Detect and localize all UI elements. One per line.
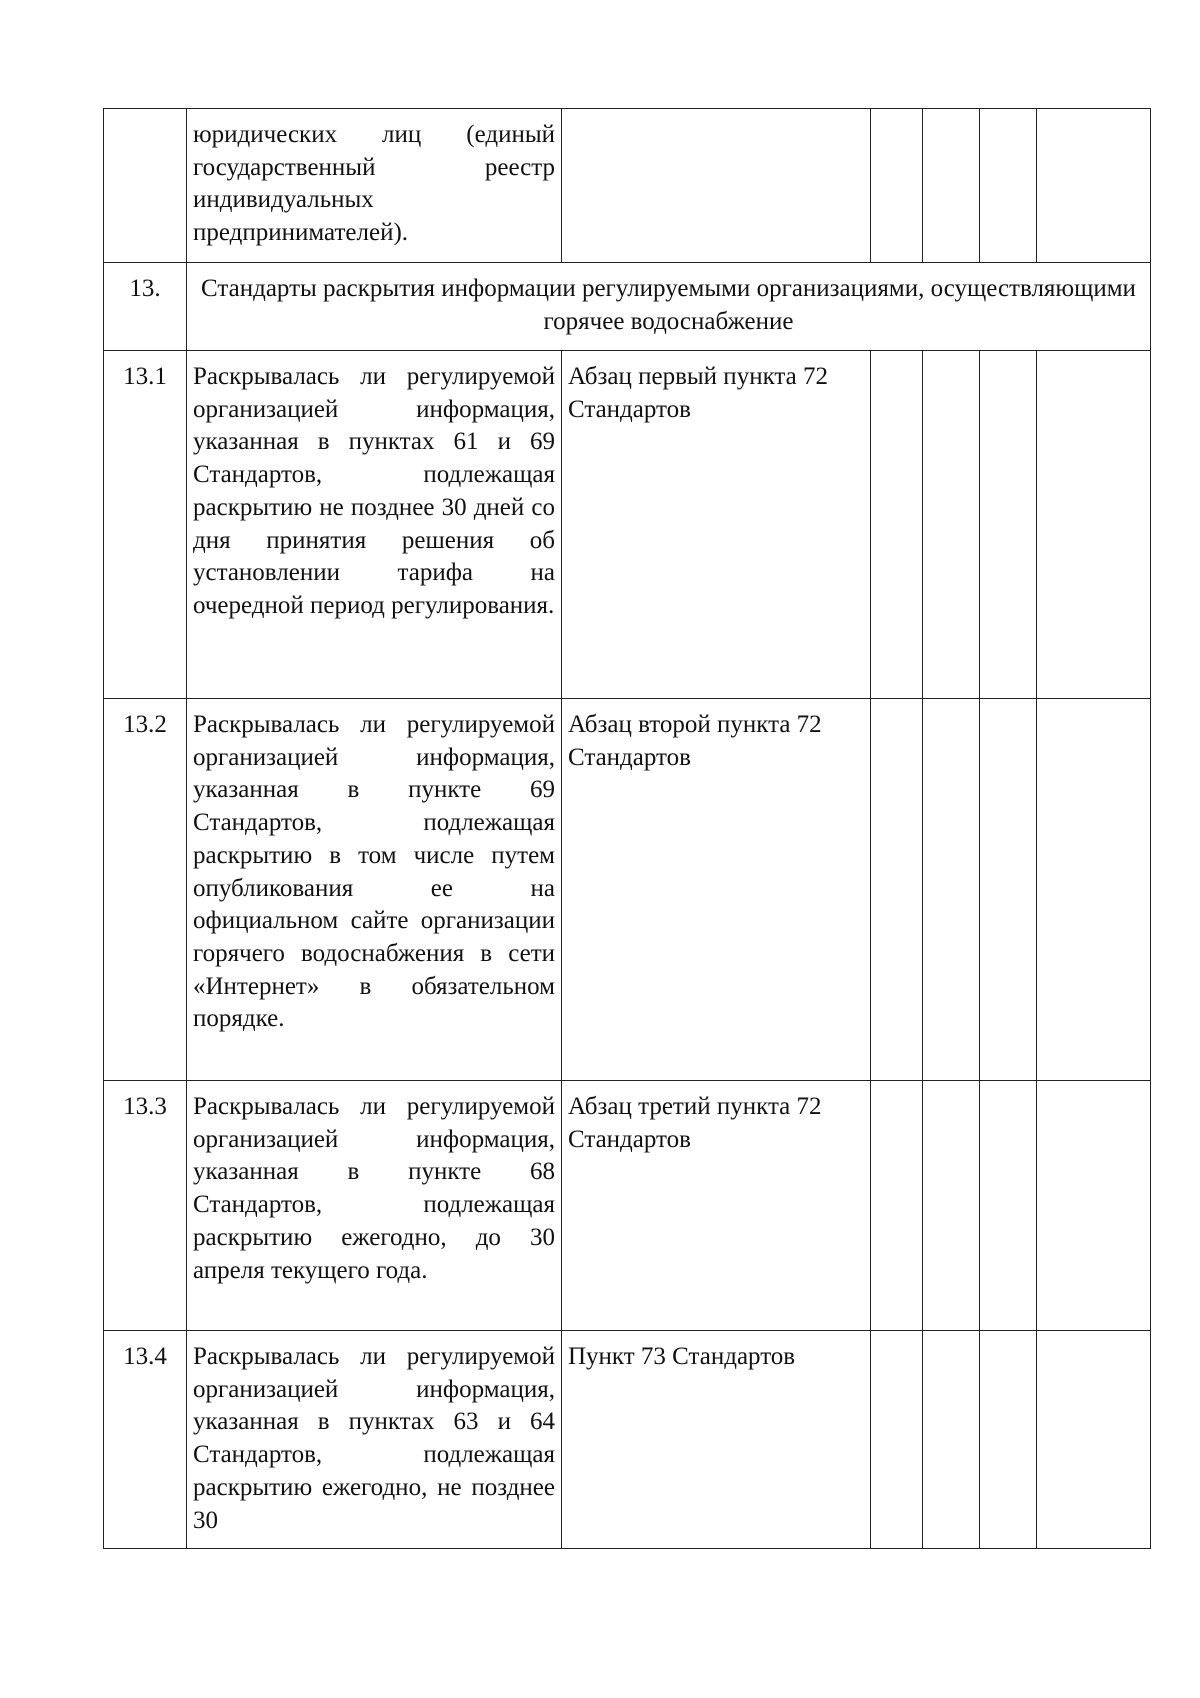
question-cell: Раскрывалась ли регулируемой организацией информация, указанная в пунктах 63 и 64 Стандартов, подлежащая раскрытию ежегодно, не позднее 30 — [187, 1331, 562, 1549]
notes-cell — [1037, 1081, 1151, 1331]
table-row — [104, 351, 1151, 699]
notes-cell — [1037, 351, 1151, 699]
notes-cell — [1037, 109, 1151, 263]
reference-cell: Абзац второй пункта 72 Стандартов — [562, 699, 871, 1081]
row-number — [104, 109, 187, 263]
answer-cell-na — [980, 109, 1037, 263]
answer-cell-na — [980, 699, 1037, 1081]
answer-cell-na — [980, 1331, 1037, 1549]
answer-cell-yes — [871, 109, 923, 263]
row-number: 13.1 — [104, 351, 187, 699]
reference-cell — [562, 109, 871, 263]
table-row — [104, 1331, 1151, 1549]
answer-cell-na — [980, 1081, 1037, 1331]
answer-cell-no — [923, 1081, 980, 1331]
answer-cell-yes — [871, 1331, 923, 1549]
reference-cell: Абзац первый пункта 72 Стандартов — [562, 351, 871, 699]
row-number: 13.4 — [104, 1331, 187, 1549]
table-row-continuation — [104, 109, 1151, 263]
answer-cell-yes — [871, 351, 923, 699]
answer-cell-na — [980, 351, 1037, 699]
question-cell: Раскрывалась ли регулируемой организацией информация, указанная в пункте 69 Стандартов, подлежащая раскрытию в том числе путем опубликования ее на официальном сайте организации горячего водоснабжения в сети «Интернет» в обязательном порядке. — [187, 699, 562, 1081]
table-row — [104, 699, 1151, 1081]
section-title: Стандарты раскрытия информации регулируемыми организациями, осуществляющими горячее водоснабжение — [187, 263, 1151, 351]
question-cell: юридических лиц (единый государственный реестр индивидуальных предпринимателей). — [187, 109, 562, 263]
answer-cell-no — [923, 351, 980, 699]
table-row — [104, 1081, 1151, 1331]
answer-cell-no — [923, 109, 980, 263]
section-header-row — [104, 263, 1151, 351]
answer-cell-yes — [871, 1081, 923, 1331]
row-number: 13.2 — [104, 699, 187, 1081]
question-cell: Раскрывалась ли регулируемой организацией информация, указанная в пунктах 61 и 69 Стандартов, подлежащая раскрытию не позднее 30 дней со дня принятия решения об установлении тарифа на очередной период регулирования. — [187, 351, 562, 699]
answer-cell-no — [923, 1331, 980, 1549]
reference-cell: Абзац третий пункта 72 Стандартов — [562, 1081, 871, 1331]
row-number: 13.3 — [104, 1081, 187, 1331]
checklist-table — [103, 108, 1151, 1549]
notes-cell — [1037, 699, 1151, 1081]
question-cell: Раскрывалась ли регулируемой организацией информация, указанная в пункте 68 Стандартов, подлежащая раскрытию ежегодно, до 30 апреля текущего года. — [187, 1081, 562, 1331]
section-number: 13. — [104, 263, 187, 351]
answer-cell-no — [923, 699, 980, 1081]
answer-cell-yes — [871, 699, 923, 1081]
reference-cell: Пункт 73 Стандартов — [562, 1331, 871, 1549]
notes-cell — [1037, 1331, 1151, 1549]
